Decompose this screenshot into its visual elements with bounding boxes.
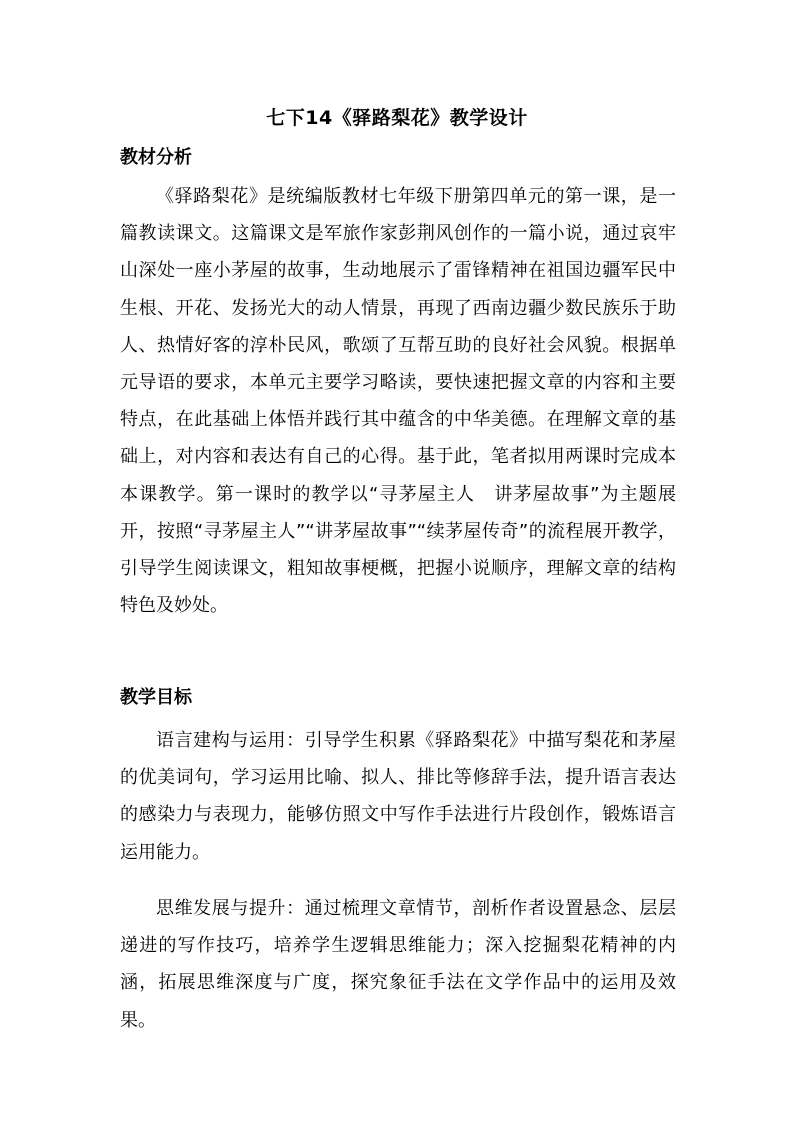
paragraph-textbook-analysis: 《驿路梨花》是统编版教材七年级下册第四单元的第一课，是一篇教读课文。这篇课文是军旅作家彭荆风创作的一篇小说，通过哀牢山深处一座小茅屋的故事，生动地展示了雷锋精神在祖国边疆军民中生根、开花、发扬光大的动人情景，再现了西南边疆少数民族乐于助人、热情好客的淳朴民风，歌颂了互帮互助的良好社会风貌。根据单元导语的要求，本单元主要学习略读，要快速把握文章的内容和主要特点，在此基础上体悟并践行其中蕴含的中华美德。在理解文章的基础上，对内容和表达有自己的心得。基于此，笔者拟用两课时完成本本课教学。第一课时的教学以“寻茅屋主人 讲茅屋故事”为主题展开，按照“寻茅屋主人”“讲茅屋故事”“续茅屋传奇”的流程展开教学，引导学生阅读课文，粗知故事梗概，把握小说顺序，理解文章的结构特色及妙处。 <box>120 186 676 617</box>
paragraph-language-goal: 语言建构与运用：引导学生积累《驿路梨花》中描写梨花和茅屋的优美词句，学习运用比喻、拟人、排比等修辞手法，提升语言表达的感染力与表现力，能够仿照文中写作手法进行片段创作，锻炼语言运用能力。 <box>120 730 676 863</box>
document-title: 七下14《驿路梨花》教学设计 <box>266 107 528 129</box>
section-heading-teaching-goals: 教学目标 <box>120 687 192 708</box>
paragraph-thinking-goal: 思维发展与提升：通过梳理文章情节，剖析作者设置悬念、层层递进的写作技巧，培养学生逻辑思维能力；深入挖掘梨花精神的内涵，拓展思维深度与广度，探究象征手法在文学作品中的运用及效果。 <box>120 898 676 1031</box>
section-heading-textbook-analysis: 教材分析 <box>120 147 192 168</box>
